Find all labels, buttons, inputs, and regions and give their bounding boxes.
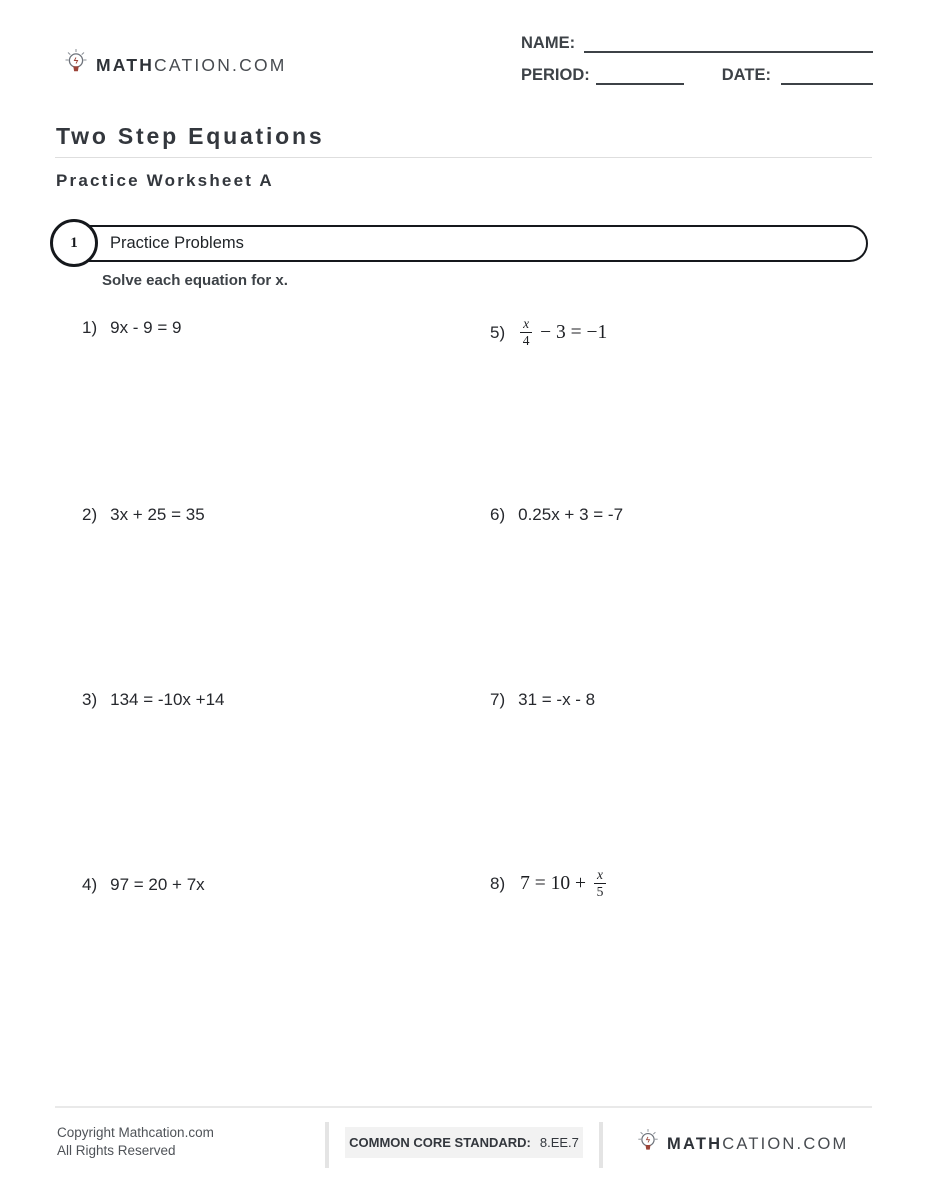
name-row bbox=[521, 34, 873, 53]
logo-text bbox=[96, 55, 287, 76]
period-label: PERIOD: bbox=[521, 66, 590, 84]
mathcation-logo bbox=[63, 48, 287, 82]
section-banner bbox=[56, 225, 868, 262]
section-number-badge bbox=[50, 219, 98, 267]
worksheet-title: Two Step Equations bbox=[56, 123, 325, 149]
problem-6-number: 6) bbox=[490, 505, 506, 524]
date-label: DATE: bbox=[721, 66, 771, 84]
fraction-numerator: x bbox=[520, 317, 532, 333]
problem-6-equation: 0.25x + 3 = -7 bbox=[518, 505, 624, 524]
name-label: NAME: bbox=[521, 34, 576, 52]
mathcation-logo-footer bbox=[636, 1128, 848, 1160]
copyright-line-2: All Rights Reserved bbox=[57, 1142, 176, 1158]
name-blank-line bbox=[584, 34, 873, 53]
problem-2 bbox=[82, 505, 205, 525]
title-divider bbox=[55, 157, 872, 158]
footer-separator-bar bbox=[325, 1122, 329, 1168]
instructions-text: Solve each equation for x. bbox=[102, 272, 288, 289]
problem-7 bbox=[490, 690, 595, 710]
problem-1 bbox=[82, 318, 181, 338]
problem-8 bbox=[490, 868, 606, 899]
section-number: 1 bbox=[70, 234, 78, 251]
equation-start: 7 = 10 + bbox=[520, 872, 586, 894]
copyright-line-1: Copyright Mathcation.com bbox=[57, 1125, 214, 1140]
footer-separator-bar bbox=[599, 1122, 603, 1168]
equation-rest: − 3 = −1 bbox=[540, 321, 608, 343]
footer-divider bbox=[55, 1106, 872, 1108]
fraction-numerator: x bbox=[594, 868, 606, 884]
problem-4 bbox=[82, 875, 205, 895]
problem-4-equation: 97 = 20 + 7x bbox=[110, 875, 205, 894]
section-banner-label: Practice Problems bbox=[110, 234, 244, 252]
problem-7-equation: 31 = -x - 8 bbox=[518, 690, 596, 709]
common-core-standard-badge bbox=[345, 1127, 583, 1158]
problem-5 bbox=[490, 317, 607, 348]
standard-value: 8.EE.7 bbox=[539, 1135, 579, 1150]
date-blank-line bbox=[781, 66, 873, 85]
problem-8-number: 8) bbox=[490, 873, 506, 893]
logo-text-light: CATION.COM bbox=[154, 54, 287, 75]
fraction bbox=[520, 317, 532, 348]
lightbulb-icon bbox=[636, 1128, 660, 1160]
problem-5-equation bbox=[520, 317, 607, 348]
fraction bbox=[594, 868, 606, 899]
worksheet-subtitle: Practice Worksheet A bbox=[56, 171, 274, 190]
logo-text-bold: MATH bbox=[96, 54, 155, 75]
fraction-denominator: 4 bbox=[522, 333, 530, 349]
problem-3-equation: 134 = -10x +14 bbox=[110, 690, 225, 709]
standard-label: COMMON CORE STANDARD: bbox=[349, 1135, 531, 1150]
problem-6 bbox=[490, 505, 623, 525]
fraction-denominator: 5 bbox=[596, 884, 604, 900]
problem-2-equation: 3x + 25 = 35 bbox=[110, 505, 205, 524]
logo-text-bold: MATH bbox=[667, 1134, 723, 1153]
copyright-notice bbox=[57, 1124, 214, 1160]
problem-3 bbox=[82, 690, 225, 710]
student-fields bbox=[521, 34, 873, 85]
logo-text bbox=[667, 1135, 848, 1154]
logo-text-light: CATION.COM bbox=[722, 1134, 849, 1153]
problem-2-number: 2) bbox=[82, 505, 98, 524]
lightbulb-icon bbox=[63, 48, 89, 82]
period-date-row bbox=[521, 66, 873, 85]
problem-4-number: 4) bbox=[82, 875, 98, 894]
problem-1-equation: 9x - 9 = 9 bbox=[110, 318, 182, 337]
period-blank-line bbox=[596, 66, 684, 85]
problem-3-number: 3) bbox=[82, 690, 98, 709]
problem-5-number: 5) bbox=[490, 322, 506, 342]
problem-1-number: 1) bbox=[82, 318, 98, 337]
problem-7-number: 7) bbox=[490, 690, 506, 709]
problem-8-equation bbox=[520, 868, 606, 899]
